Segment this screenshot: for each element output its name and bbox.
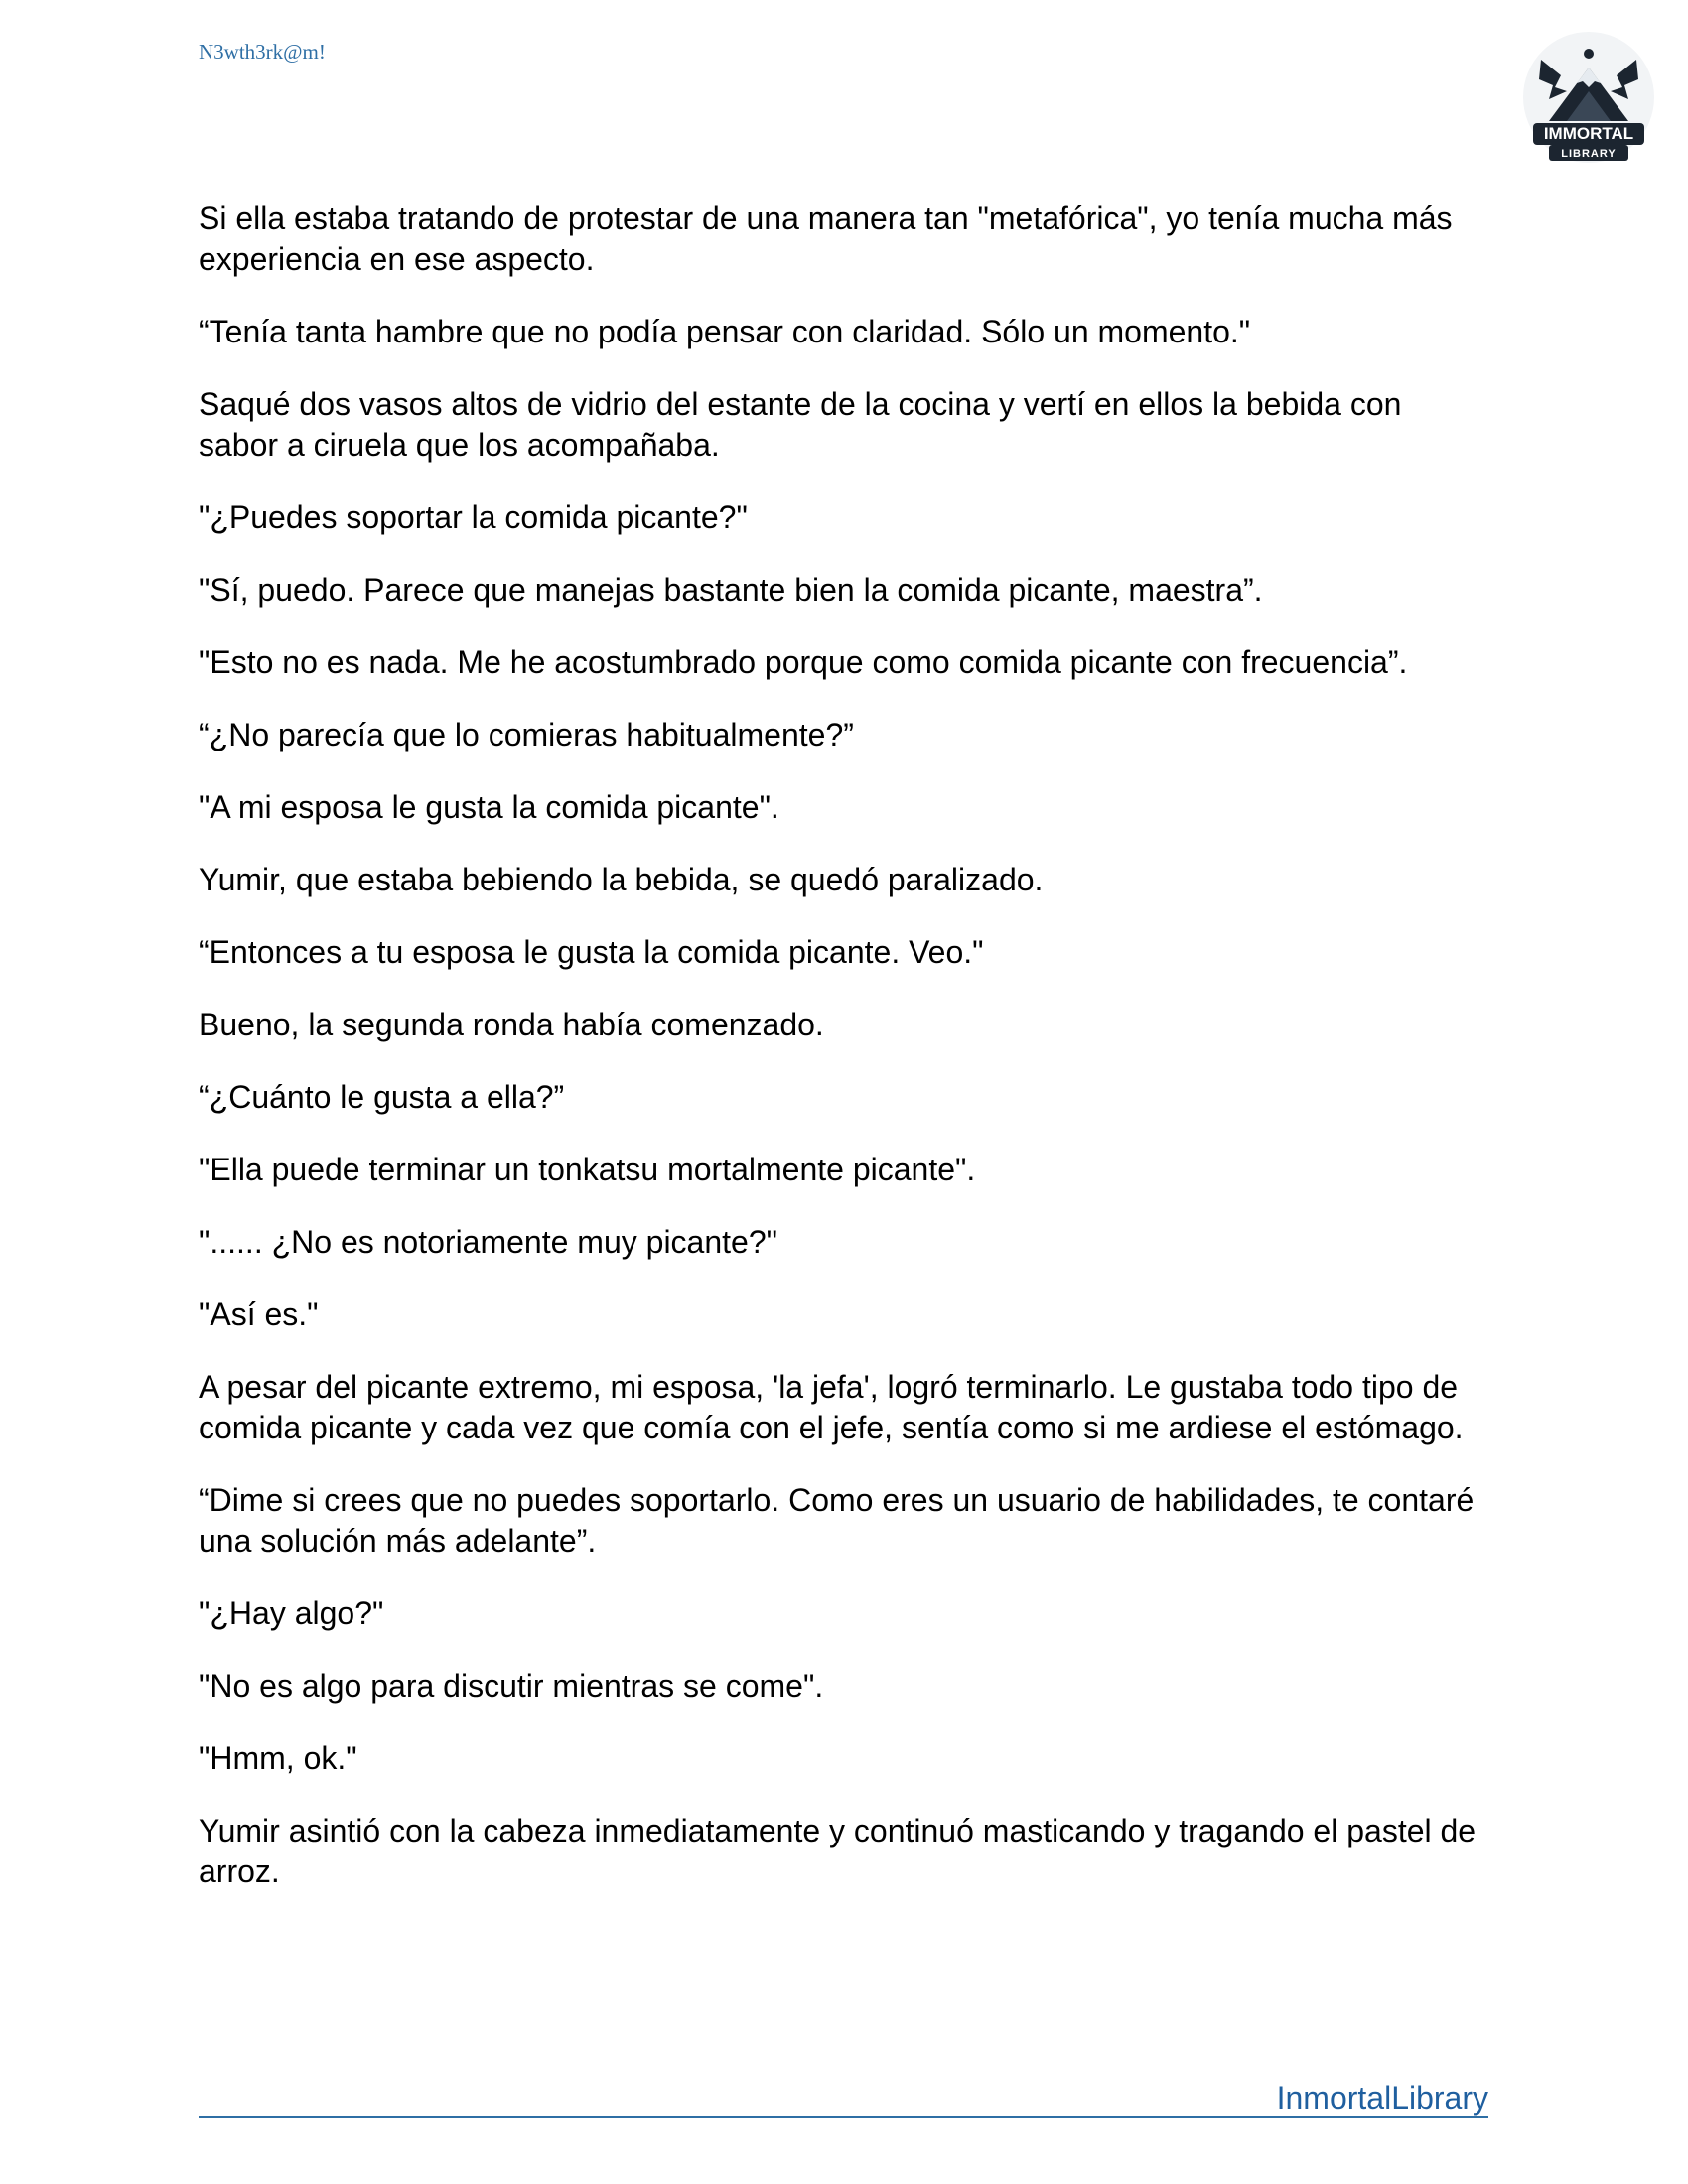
paragraph-4: "¿Puedes soportar la comida picante?" bbox=[199, 499, 748, 535]
paragraph-15: "Así es." bbox=[199, 1297, 319, 1332]
paragraph-8: "A mi esposa le gusta la comida picante". bbox=[199, 789, 779, 825]
paragraph-21: Yumir asintió con la cabeza inmediatamente y continuó masticando y tragando el pastel de arroz. bbox=[199, 1813, 1477, 1889]
paragraph-9: Yumir, que estaba bebiendo la bebida, se quedó paralizado. bbox=[199, 862, 1044, 897]
paragraph-10: “Entonces a tu esposa le gusta la comida picante. Veo." bbox=[199, 934, 984, 970]
paragraph-16: A pesar del picante extremo, mi esposa, 'la jefa', logró terminarlo. Le gustaba todo tipo de comida picante y cada vez que comía con el jefe, sentía como si me ardiese el estómago. bbox=[199, 1369, 1464, 1445]
paragraph-6: "Esto no es nada. Me he acostumbrado porque como comida picante con frecuencia”. bbox=[199, 644, 1408, 680]
paragraph-17: “Dime si crees que no puedes soportarlo. Como eres un usuario de habilidades, te contaré una solución más adelante”. bbox=[199, 1482, 1475, 1559]
logo-graphic bbox=[1519, 30, 1658, 169]
paragraph-19: "No es algo para discutir mientras se come". bbox=[199, 1668, 824, 1704]
footer-link[interactable]: InmortalLibrary bbox=[1276, 2080, 1488, 2116]
paragraph-1: Si ella estaba tratando de protestar de una manera tan "metafórica", yo tenía mucha más experiencia en ese aspecto. bbox=[199, 201, 1453, 277]
paragraph-2: “Tenía tanta hambre que no podía pensar con claridad. Sólo un momento." bbox=[199, 314, 1251, 349]
logo-text-immortal: IMMORTAL bbox=[1543, 124, 1634, 143]
immortal-library-logo bbox=[1519, 30, 1658, 169]
header-credit: N3wth3rk@m! bbox=[199, 40, 326, 64]
paragraph-12: “¿Cuánto le gusta a ella?” bbox=[199, 1079, 565, 1115]
paragraph-11: Bueno, la segunda ronda había comenzado. bbox=[199, 1007, 824, 1042]
paragraph-5: "Sí, puedo. Parece que manejas bastante bien la comida picante, maestra”. bbox=[199, 572, 1263, 608]
paragraph-13: "Ella puede terminar un tonkatsu mortalmente picante". bbox=[199, 1152, 976, 1187]
paragraph-7: “¿No parecía que lo comieras habitualmente?” bbox=[199, 717, 854, 752]
logo-text-library: LIBRARY bbox=[1561, 148, 1617, 160]
paragraph-20: "Hmm, ok." bbox=[199, 1740, 357, 1776]
paragraph-14: "...... ¿No es notoriamente muy picante?" bbox=[199, 1224, 777, 1260]
paragraph-3: Saqué dos vasos altos de vidrio del estante de la cocina y vertí en ellos la bebida con sabor a ciruela que los acompañaba. bbox=[199, 386, 1402, 463]
logo-crest bbox=[1584, 49, 1594, 59]
footer-divider bbox=[199, 2116, 1488, 2118]
paragraph-18: "¿Hay algo?" bbox=[199, 1595, 384, 1631]
document-body bbox=[199, 199, 1489, 1924]
